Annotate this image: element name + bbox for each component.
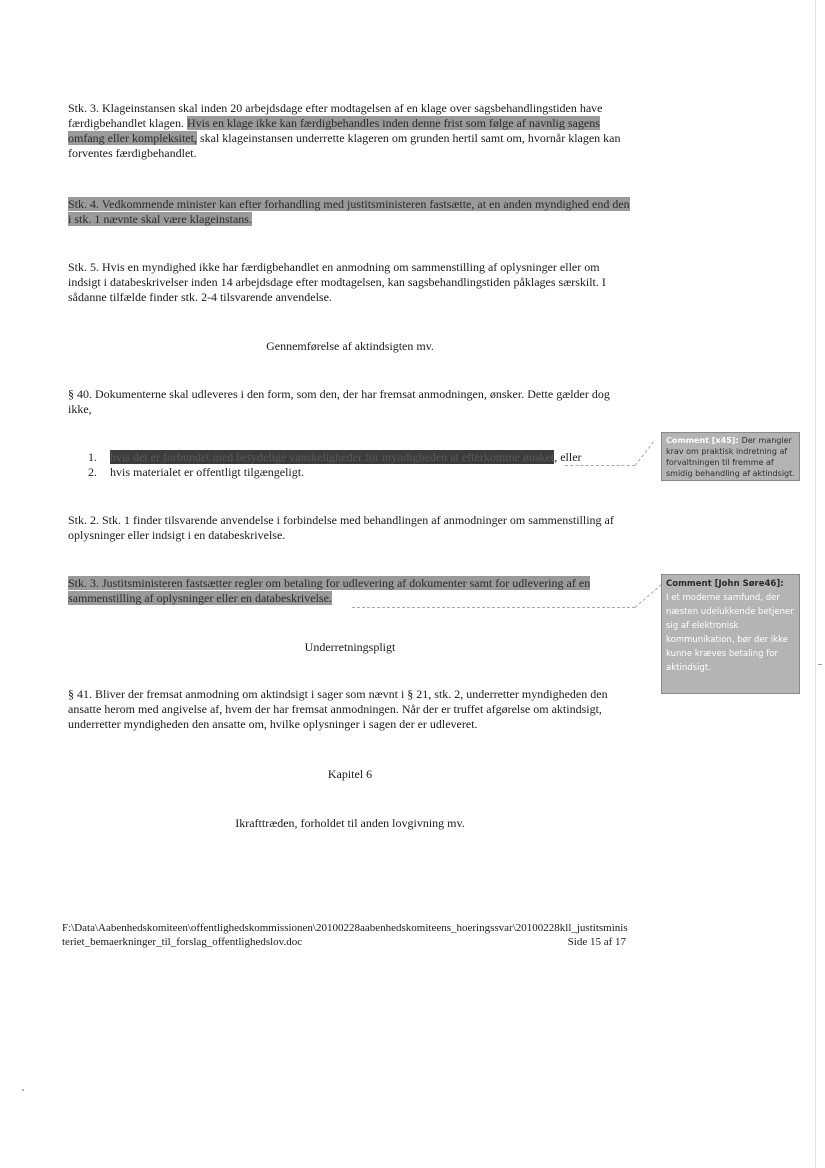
stk3-40-highlight: Stk. 3. Justitsministeren fastsætter regler om betaling for udlevering af dokumenter samt for udlevering af en sammenstilling af oplysninger eller en databeskrivelse. [68, 576, 591, 605]
stk3-text-end: skal klageinstansen underrette klageren om grunden hertil samt om, hvornår klagen kan forventes færdigbehandlet. [68, 131, 621, 160]
paragraph-stk5: Stk. 5. Hvis en myndighed ikke har færdigbehandlet en anmodning om sammenstilling af oplysninger eller om indsigt i databeskrivelser inden 14 arbejdsdage efter modtagelsen, kan sagsbehandlingstiden påklages særskilt. I sådanne tilfælde finder stk. 2-4 tilsvarende anvendelse. [68, 260, 606, 304]
paragraph-40-stk2: Stk. 2. Stk. 1 finder tilsvarende anvendelse i forbindelse med behandlingen af anmodninger om sammenstilling af oplysninger eller indsigt i en databeskrivelse. [68, 513, 614, 542]
margin-comment [661, 432, 800, 481]
chapter-number: Kapitel 6 [327, 767, 373, 781]
comment-text: Der mangler krav om praktisk indretning af forvaltningen til fremme af smidig behandling af aktindsigt. [666, 436, 795, 478]
comment-connector [352, 607, 635, 608]
list-item-highlight: hvis det er forbundet med betydelige vanskeligheder for myndigheden at efterkomme ønsket [110, 450, 555, 464]
stk3-highlight: Hvis en klage ikke kan færdigbehandles inden denne frist som følge af navnlig sagens omfang eller kompleksitet, [68, 116, 600, 145]
list-item-text: , eller [554, 450, 582, 464]
section-heading: Gennemførelse af aktindsigten mv. [266, 339, 434, 353]
list-item [68, 450, 628, 465]
section-heading: Underretningspligt [304, 640, 396, 654]
stk4-highlight: Stk. 4. Vedkommende minister kan efter forhandling med justitsministeren fastsætte, at en anden myndighed end den i stk. 1 nævnte skal være klageinstans. [68, 197, 630, 226]
page-edge-line [815, 0, 816, 1168]
comment-text: I et moderne samfund, der næsten udelukkende betjener sig af elektronisk kommunikation, bør der ikke kunne kræves betaling for aktindsigt. [666, 593, 794, 673]
margin-comment [661, 574, 800, 694]
exception-list [68, 450, 628, 480]
footer-file-path: F:\Data\Aabenhedskomiteen\offentlighedskommissionen\20100228aabenhedskomiteens_hoeringssvar\20100228kll_justitsministeriet_bemaerkninger_til_forslag_offentlighedslov.doc [62, 922, 628, 948]
paragraph-stk4 [68, 197, 630, 227]
comment-author: Comment [x45]: [666, 436, 739, 445]
paragraph-40-stk3 [68, 576, 630, 606]
list-item-text: hvis materialet er offentligt tilgængeligt. [110, 465, 305, 479]
comment-connector [565, 465, 635, 466]
stk3-text: Stk. 3. Klageinstansen skal inden 20 arbejdsdage efter modtagelsen af en klage over sagsbehandlingstiden have færdigbehandlet klagen. [68, 101, 603, 130]
paragraph-40: § 40. Dokumenterne skal udleveres i den form, som den, der har fremsat anmodningen, ønsker. Dette gælder dog ikke, [68, 387, 610, 416]
comment-connector [635, 442, 654, 466]
list-number: 2. [88, 465, 97, 479]
comment-connector [635, 584, 662, 608]
chapter-title: Ikrafttræden, forholdet til anden lovgivning mv. [235, 816, 465, 830]
paragraph-41: § 41. Bliver der fremsat anmodning om aktindsigt i sager som nævnt i § 21, stk. 2, underretter myndigheden den ansatte herom med angivelse af, hvem der har fremsat anmodningen. Når der er truffet afgørelse om aktindsigt, underretter myndigheden den ansatte om, hvilke oplysninger i sagen der er udleveret. [68, 687, 608, 731]
scan-speck [818, 664, 822, 665]
list-item [68, 465, 628, 480]
document-footer [62, 921, 628, 949]
comment-author: Comment [John Søre46]: [666, 579, 784, 589]
page-number: Side 15 af 17 [567, 936, 626, 948]
list-number: 1. [88, 450, 97, 464]
scan-speck [22, 1089, 24, 1091]
paragraph-stk3 [68, 101, 630, 161]
